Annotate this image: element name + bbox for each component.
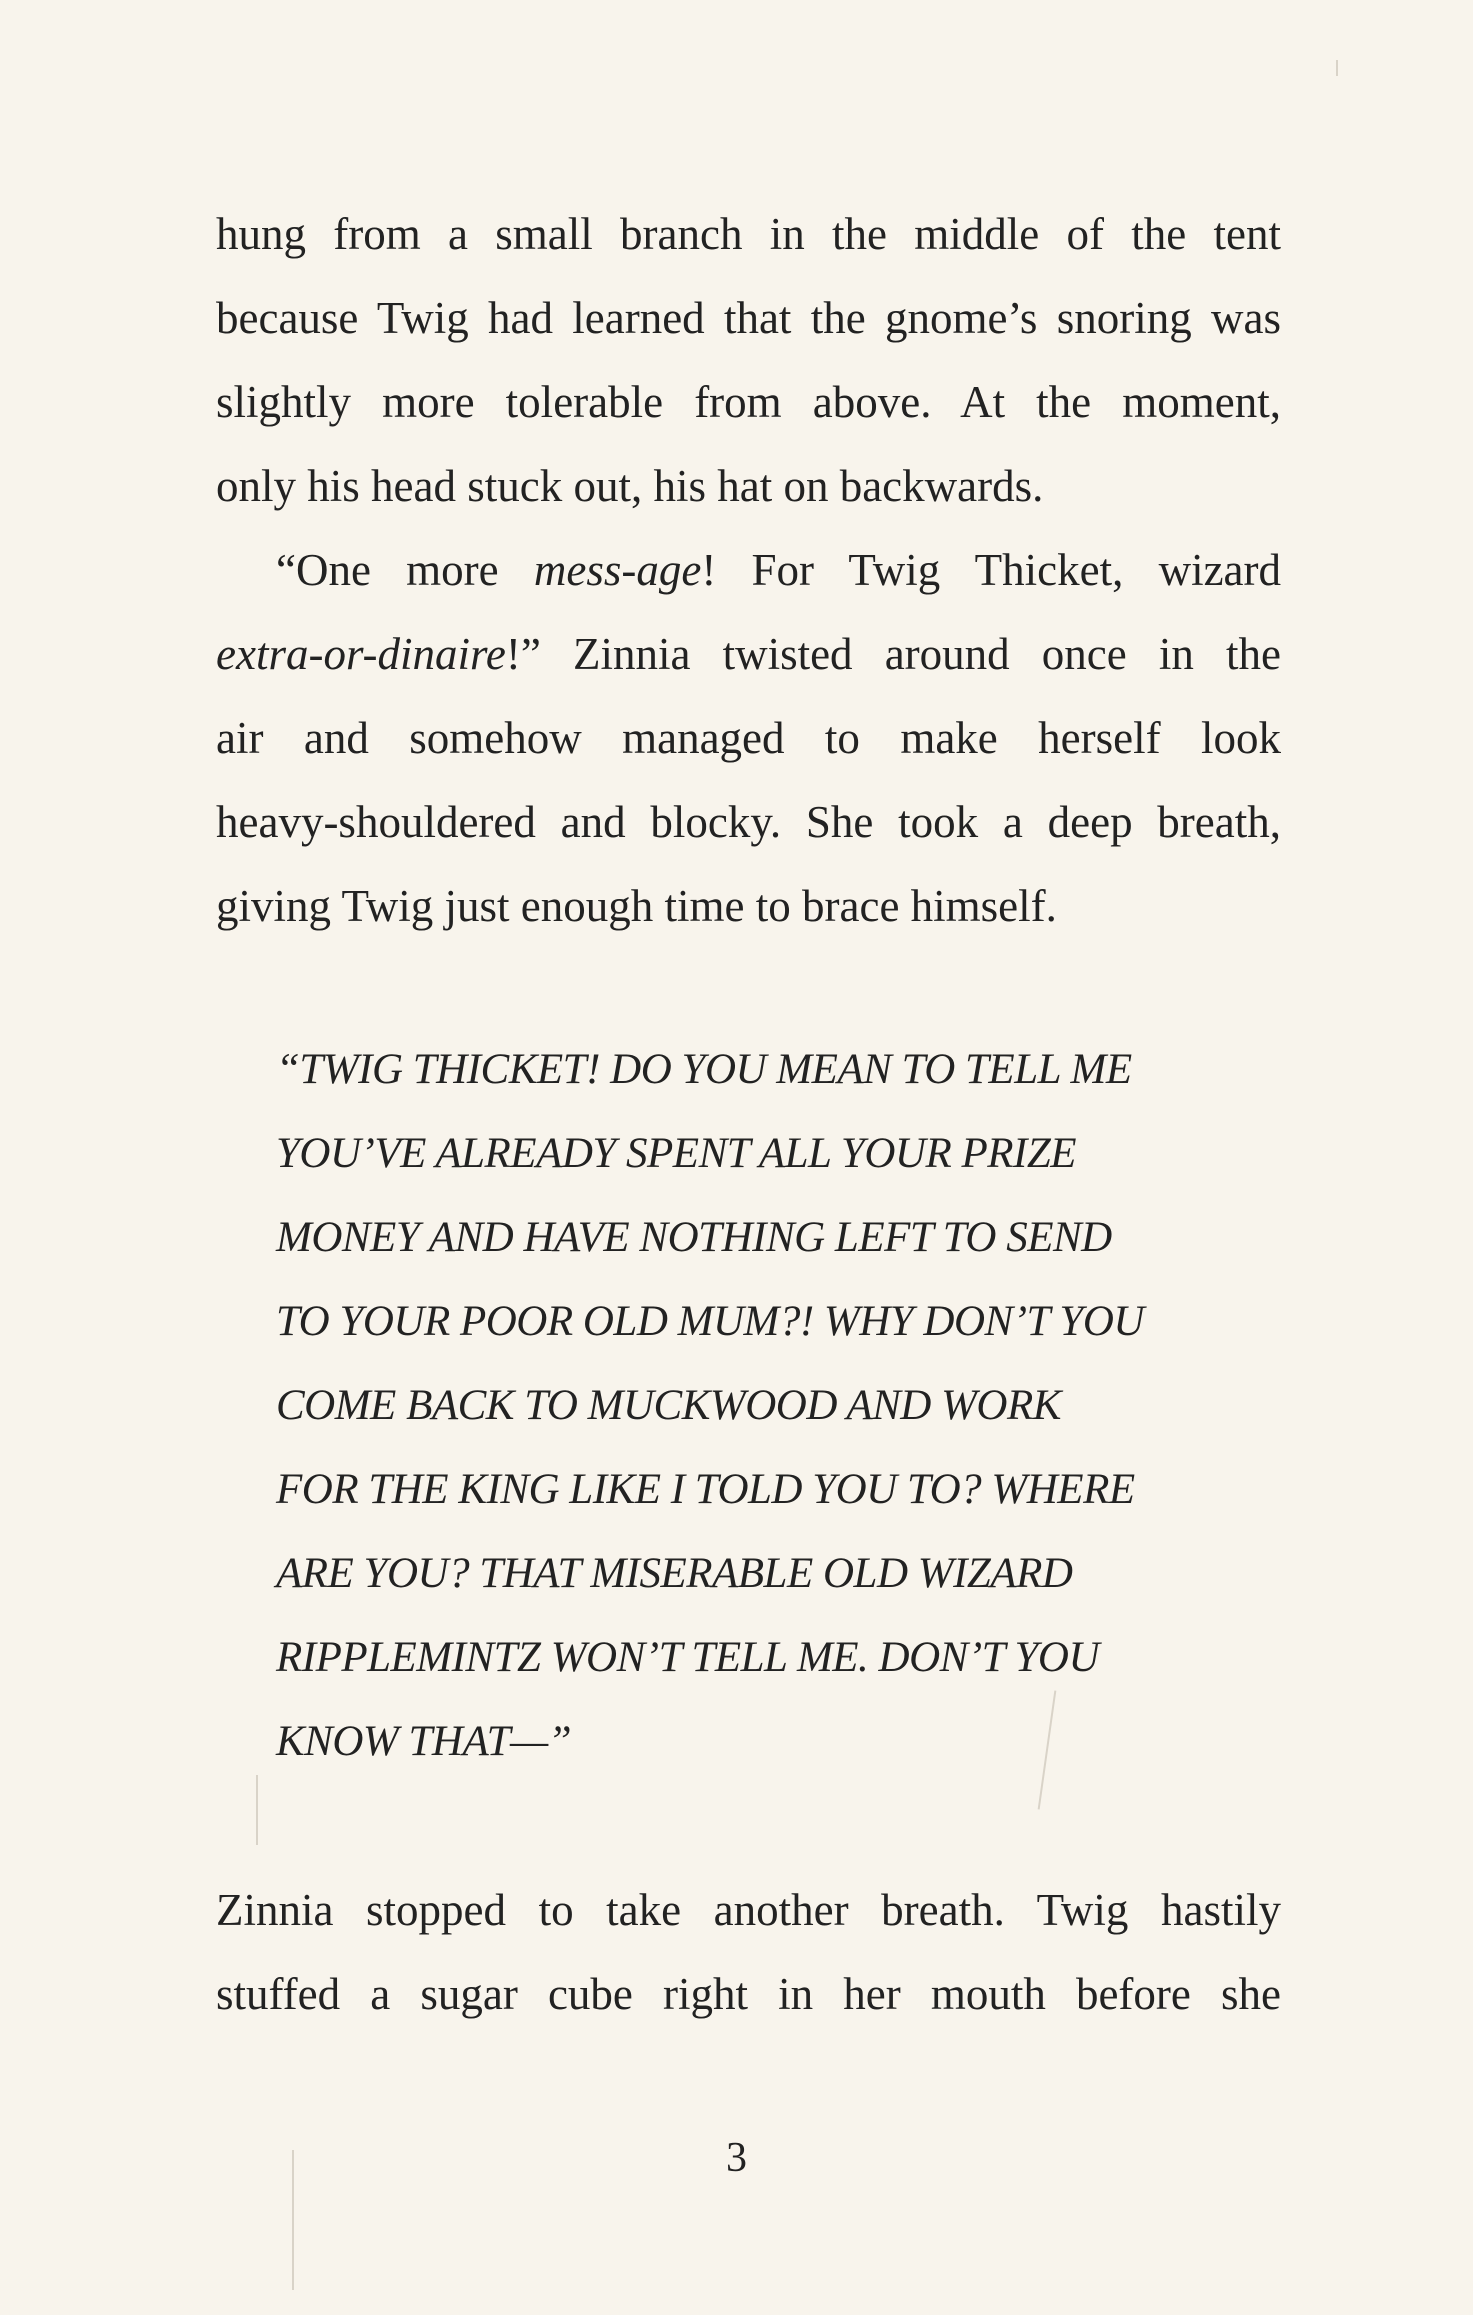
letter-line-1: “TWIG THICKET! DO YOU MEAN TO TELL ME — [276, 1046, 1132, 1093]
paragraph-2-line-3: air and somehow managed to make herself look — [216, 713, 1281, 763]
text-segment: “One more — [276, 545, 534, 595]
italic-word: mess-age — [533, 545, 702, 595]
letter-line-3: MONEY AND HAVE NOTHING LEFT TO SEND — [276, 1214, 1112, 1261]
paragraph-2-line-5: giving Twig just enough time to brace himself. — [216, 881, 1057, 931]
letter-line-6: FOR THE KING LIKE I TOLD YOU TO? WHERE — [276, 1466, 1135, 1513]
paragraph-1-line-4: only his head stuck out, his hat on backwards. — [216, 461, 1044, 511]
paragraph-1-line-2: because Twig had learned that the gnome’s snoring was — [216, 293, 1281, 343]
paragraph-3-line-2: stuffed a sugar cube right in her mouth before she — [216, 1969, 1281, 2019]
paragraph-1-line-3: slightly more tolerable from above. At the moment, — [216, 377, 1281, 427]
letter-line-8: RIPPLEMINTZ WON’T TELL ME. DON’T YOU — [276, 1634, 1100, 1681]
letter-line-2: YOU’VE ALREADY SPENT ALL YOUR PRIZE — [276, 1130, 1077, 1177]
text-segment: !” Zinnia twisted around once in the — [505, 629, 1281, 679]
letter-line-7: ARE YOU? THAT MISERABLE OLD WIZARD — [276, 1550, 1073, 1597]
letter-line-9: KNOW THAT—” — [276, 1718, 572, 1765]
paragraph-3-line-1: Zinnia stopped to take another breath. Twig hastily — [216, 1885, 1281, 1935]
page-number: 3 — [726, 2135, 747, 2181]
scan-mark — [256, 1775, 258, 1845]
paragraph-2-line-4: heavy-shouldered and blocky. She took a deep breath, — [216, 797, 1281, 847]
italic-word: extra-or-dinaire — [216, 629, 506, 679]
paragraph-1-line-1: hung from a small branch in the middle of the tent — [216, 209, 1281, 259]
paragraph-2-line-2 — [216, 624, 1281, 684]
letter-line-4: TO YOUR POOR OLD MUM?! WHY DON’T YOU — [276, 1298, 1144, 1345]
letter-line-5: COME BACK TO MUCKWOOD AND WORK — [276, 1382, 1061, 1429]
paragraph-2-line-1 — [276, 540, 1281, 600]
scan-mark — [1336, 60, 1338, 76]
text-segment: ! For Twig Thicket, wizard — [701, 545, 1282, 595]
